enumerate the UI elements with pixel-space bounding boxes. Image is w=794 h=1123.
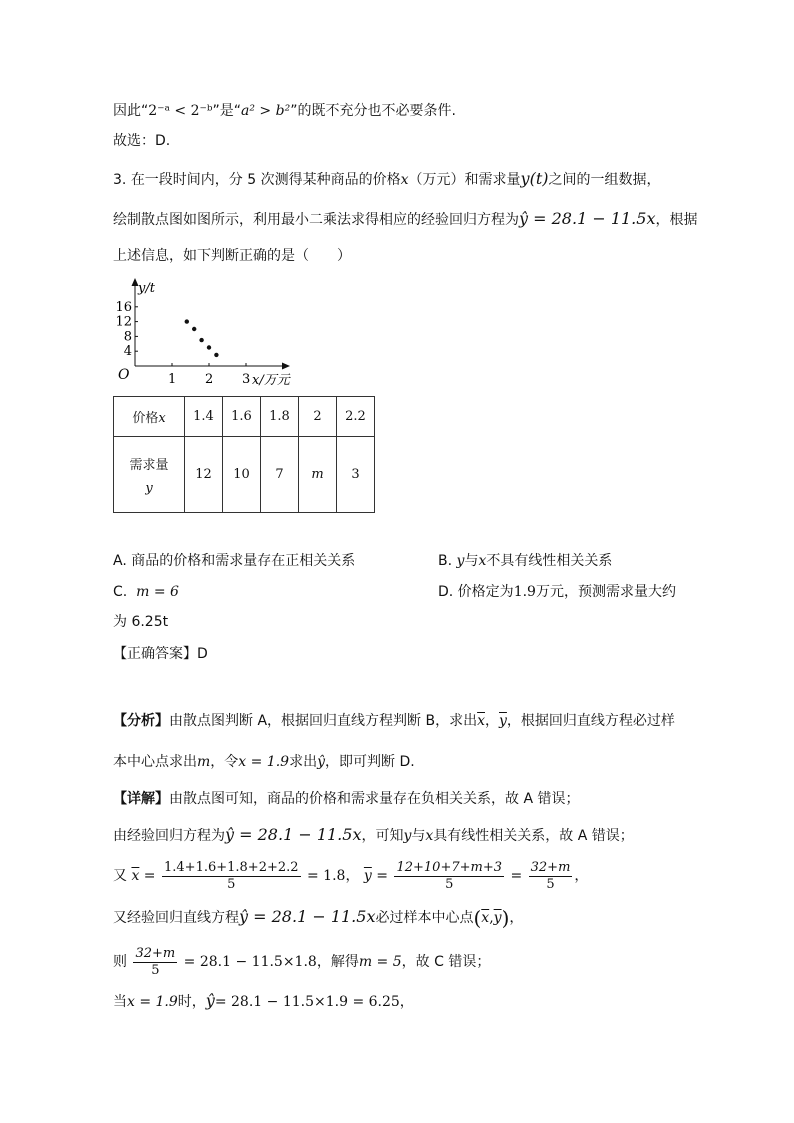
math-variable: x [425, 828, 434, 844]
scatter-plot [110, 276, 300, 396]
question-number: 3. [113, 172, 127, 188]
table-cell: 12 [185, 437, 223, 513]
text: （万元）和需求量 [408, 172, 521, 188]
text: 由经验回归方程为 [113, 828, 225, 844]
math-mean-y: $\overline{y}$ [363, 868, 372, 884]
option-d [438, 582, 676, 602]
text: 必过样本中心点 [375, 910, 474, 926]
math-variable: m [197, 754, 211, 770]
math-expression: m = 5 [358, 954, 402, 970]
table-cell: 3 [337, 437, 375, 513]
y-tick-label: 16 [115, 299, 132, 315]
option-label: C. [113, 584, 128, 600]
y-tick-label: 4 [123, 344, 132, 360]
table-cell: 7 [261, 437, 299, 513]
text: 不具有线性相关关系 [486, 553, 613, 569]
question-stem-line: 上述信息，如下判断正确的是（ ） [113, 248, 351, 264]
scatter-point [207, 345, 211, 349]
math-expression: = 28.1 − 11.5×1.9 = 6.25 [214, 994, 400, 1010]
y-axis-label: y/t [138, 281, 155, 296]
fraction-mean-y [394, 860, 504, 893]
math-variable: x [400, 172, 409, 188]
math-variable: y [456, 553, 465, 569]
table-row-demand [114, 437, 375, 513]
scatter-point [185, 319, 189, 323]
math-expression: a² > b² [241, 103, 291, 119]
text: 之间的一组数据， [548, 172, 661, 188]
row-variable: x [158, 411, 166, 426]
text: ，令 [210, 754, 239, 770]
answer-line: 【正确答案】D [113, 646, 208, 662]
text: 时， [177, 994, 206, 1010]
detail-line [113, 825, 634, 846]
fraction [133, 946, 177, 979]
text: 因此“ [113, 103, 149, 119]
table-cell: 10 [223, 437, 261, 513]
math-mean-x: $\overline{x}$ [477, 713, 485, 729]
option-a: A. 商品的价格和需求量存在正相关关系 [113, 553, 356, 569]
table-cell: 1.4 [185, 397, 223, 437]
x-axis-arrow [282, 363, 290, 370]
text: 当 [113, 994, 127, 1010]
text: ， [485, 713, 499, 729]
math-expression: 2⁻ᵃ < 2⁻ᵇ [148, 103, 213, 119]
text: ，即可判断 D. [325, 754, 415, 770]
math-mean-y: $\overline{y}$ [499, 713, 507, 729]
text: 又 [113, 868, 127, 884]
text: ，故 C 错误； [401, 954, 491, 970]
text: ”是“ [212, 103, 242, 119]
x-tick-label: 1 [168, 372, 177, 387]
denominator: 5 [445, 876, 454, 892]
x-tick-label: 3 [242, 372, 251, 387]
math-expression: x = 1.9 [238, 754, 290, 770]
regression-equation: ŷ = 28.1 − 11.5x [239, 907, 376, 926]
row-header-price [114, 397, 185, 437]
math-expression: y(t) [520, 169, 549, 188]
text: ，可知 [361, 828, 404, 844]
math-mean-x: $\overline{x}$ [131, 868, 140, 884]
text: 具有线性相关关系，故 A 错误； [433, 828, 634, 844]
math-variable: ŷ [205, 991, 215, 1010]
detail-line: 又经验回归直线方程ŷ = 28.1 − 11.5x必过样本中心点$(\overline{x},\overline{y})$， [113, 906, 524, 930]
text: 万元，预测需求量大约 [535, 584, 676, 600]
text: ”的既不充分也不必要条件. [290, 103, 456, 119]
x-tick-label: 2 [205, 372, 214, 387]
fraction-mean-y-simplified [529, 860, 573, 893]
question-stem-line [113, 209, 697, 230]
text: 与 [411, 828, 426, 844]
row-header-demand [114, 437, 185, 513]
text-line: 故选：D. [113, 133, 171, 149]
table-row-price [114, 397, 375, 437]
option-c [113, 582, 179, 602]
text: ，根据回归直线方程必过样 [506, 713, 675, 729]
text: 又经验回归直线方程 [113, 910, 239, 926]
table-cell: 1.6 [223, 397, 261, 437]
math-expression: m = 6 [136, 584, 179, 600]
detail-line [113, 942, 490, 982]
numerator: 32+m [135, 945, 176, 961]
table-cell: 2.2 [337, 397, 375, 437]
text: 求出 [289, 754, 318, 770]
y-tick-label: 12 [115, 314, 132, 330]
math-variable: y [403, 828, 412, 844]
option-b [438, 551, 612, 571]
text: ，解得 [316, 954, 359, 970]
denominator: 5 [227, 876, 236, 892]
text-line [113, 101, 456, 121]
text: ， [509, 910, 524, 926]
text: 在一段时间内，分 5 次测得某种商品的价格 [130, 172, 401, 188]
numerator: 1.4+1.6+1.8+2+2.2 [164, 859, 299, 875]
row-label: 价格 [132, 411, 159, 426]
option-d-continued: 为 6.25t [113, 614, 169, 630]
math-expression: = 28.1 − 11.5×1.8 [183, 954, 317, 970]
detail-line [113, 991, 414, 1012]
math-variable: x [478, 553, 487, 569]
analysis-line [113, 752, 415, 772]
text: 由散点图可知，商品的价格和需求量存在负相关关系，故 A 错误； [169, 791, 580, 807]
numerator: 12+10+7+m+3 [396, 859, 502, 875]
math-variable: ŷ [317, 754, 325, 770]
section-label: 【分析】 [113, 713, 169, 729]
section-label: 【详解】 [113, 791, 169, 807]
data-table [113, 396, 375, 513]
denominator: 5 [151, 962, 160, 978]
x-axis-label: x/万元 [252, 373, 290, 388]
text: 绘制散点图如图所示，利用最小二乘法求得相应的经验回归方程为 [113, 212, 519, 228]
option-label: B. [438, 553, 453, 569]
regression-equation: ŷ = 28.1 − 11.5x [519, 209, 656, 228]
detail-line-means: 又 $\overline{x}$ = $\frac{1.4+1.6+1.8+2+2.2}{5}$ = 1.8， $\overline{y}$ = $\frac{12+10+7+m+3}{5}$ = $\frac{32+m}{5}$ ， [113, 859, 589, 892]
regression-equation: ŷ = 28.1 − 11.5x [225, 825, 362, 844]
scatter-point [192, 327, 196, 331]
table-cell: 1.8 [261, 397, 299, 437]
text: ， [399, 994, 414, 1010]
table-cell: 2 [299, 397, 337, 437]
analysis-line [113, 711, 675, 731]
row-label: 需求量 [129, 457, 169, 473]
scatter-svg [110, 276, 300, 392]
text: 与 [464, 553, 479, 569]
y-tick-label: 8 [123, 329, 132, 345]
question-stem-line [113, 169, 660, 190]
option-label: D. 价格定为 [438, 584, 514, 600]
detail-line [113, 789, 579, 809]
table-cell: m [299, 437, 337, 513]
row-variable: y [145, 480, 153, 496]
scatter-point [214, 353, 218, 357]
text: 本中心点求出 [113, 754, 197, 770]
math-expression: x = 1.9 [127, 994, 178, 1010]
numerator: 32+m [530, 859, 571, 875]
number: 1.9 [513, 584, 536, 600]
scatter-point [199, 338, 203, 342]
text: 则 [113, 954, 127, 970]
text: 由散点图判断 A，根据回归直线方程判断 B，求出 [169, 713, 478, 729]
math-expression: = 1.8 [307, 868, 346, 884]
text: ，根据 [655, 212, 698, 228]
fraction-mean-x [162, 860, 301, 893]
denominator: 5 [546, 876, 555, 892]
origin-label: O [118, 367, 130, 383]
